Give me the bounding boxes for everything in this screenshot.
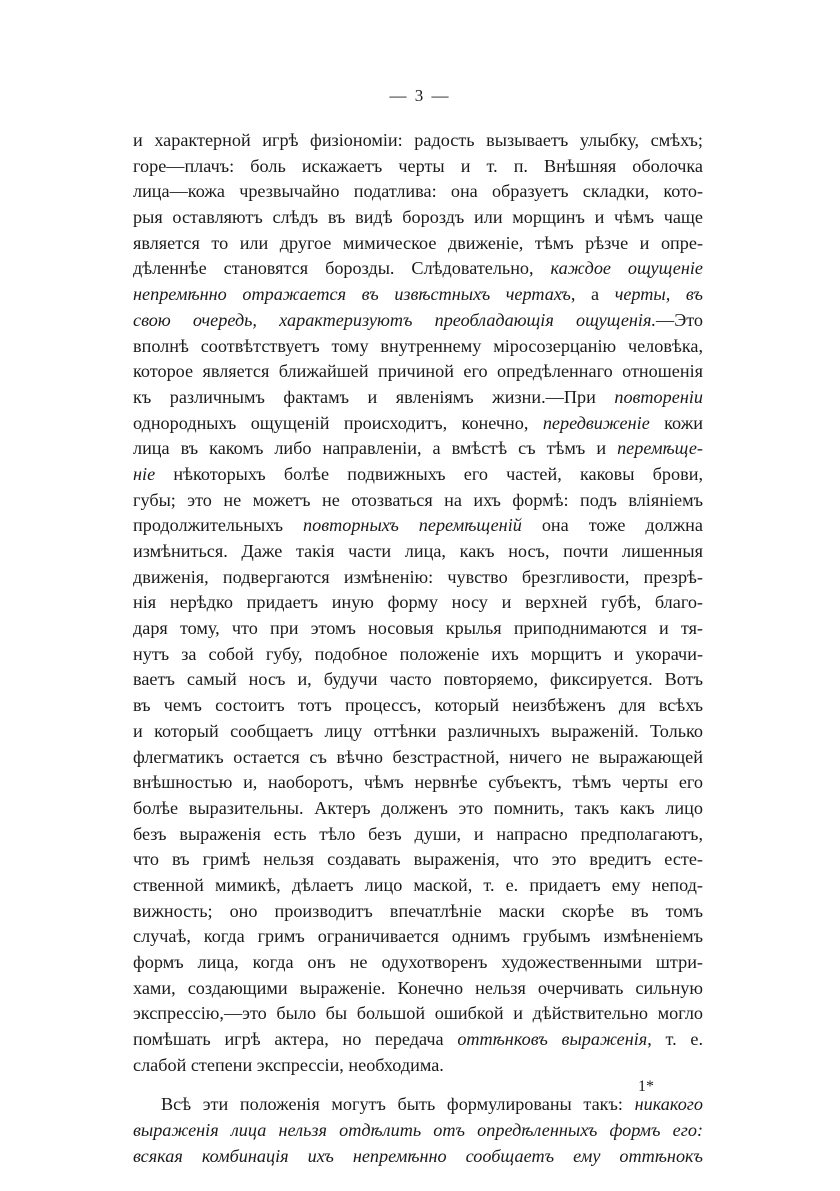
text-line xyxy=(133,462,703,488)
text-segment: измѣниться. Даже такія части лица, какъ носъ, почти лишенныя xyxy=(133,541,703,561)
text-segment: флегматикъ остается съ вѣчно безстрастной, ничего не выражающей xyxy=(133,746,703,767)
text-segment: и характерной игрѣ физіономіи: радость вызываетъ улыбку, смѣхъ; xyxy=(133,130,703,150)
text-segment: въ чемъ состоитъ тотъ процессъ, который неизбѣженъ для всѣхъ xyxy=(133,695,703,716)
text-segment: лица—кожа чрезвычайно податлива: она образуетъ складки, кото- xyxy=(133,181,703,202)
text-line xyxy=(133,179,703,205)
text-segment: , т. е. xyxy=(647,1029,704,1050)
italic-segment: каждое ощущеніе xyxy=(550,258,703,279)
text-line xyxy=(133,667,703,693)
text-line xyxy=(133,950,703,976)
text-segment: ственной мимикѣ, дѣлаетъ лицо маской, т. е. придаетъ ему непод- xyxy=(133,874,703,895)
text-segment: экспрессію,—это было бы большой ошибкой и дѣйствительно могло xyxy=(133,1003,703,1024)
text-segment: она тоже должна xyxy=(521,515,703,536)
text-segment: случаѣ, когда гримъ ограничивается однимъ грубымъ измѣненіемъ xyxy=(133,926,703,947)
text-line xyxy=(133,745,703,771)
text-line xyxy=(133,436,703,462)
text-line xyxy=(133,590,703,616)
text-segment: продолжительныхъ xyxy=(133,515,304,536)
italic-segment: выраженія лица нельзя отдѣлить отъ опредѣленныхъ формъ его: xyxy=(133,1120,703,1141)
text-line xyxy=(133,539,703,565)
text-line xyxy=(133,128,703,154)
text-segment: и который сообщаетъ лицу оттѣнки различныхъ выраженій. Только xyxy=(133,720,703,741)
text-segment: которое является ближайшей причиной его опредѣленнаго отношенія xyxy=(133,361,703,382)
text-segment: движенія, подвергаются измѣненію: чувство брезгливости, презрѣ- xyxy=(133,566,703,587)
text-line xyxy=(133,1053,703,1079)
text-line xyxy=(133,1027,703,1053)
text-segment: нутъ за собой губу, подобное положеніе ихъ морщитъ и укорачи- xyxy=(133,643,703,664)
text-segment: хами, создающими выраженіе. Конечно нельзя очерчивать сильную xyxy=(133,977,703,998)
text-line xyxy=(133,924,703,950)
text-line xyxy=(133,616,703,642)
italic-segment: черты, въ xyxy=(614,284,703,305)
text-line xyxy=(133,488,703,514)
text-segment: внѣшностью и, наоборотъ, чѣмъ нервнѣе субъектъ, тѣмъ черты его xyxy=(133,772,703,793)
italic-segment: повторныхъ перемѣщеній xyxy=(303,515,522,536)
text-segment: безъ выраженія есть тѣло безъ души, и напрасно предполагаютъ, xyxy=(133,823,703,844)
text-line xyxy=(133,1118,703,1144)
text-line xyxy=(133,513,703,539)
text-line xyxy=(133,642,703,668)
text-line xyxy=(133,719,703,745)
italic-segment: перемѣще- xyxy=(617,438,703,459)
text-segment: вполнѣ соотвѣтствуетъ тому внутреннему міросозерцанію человѣка, xyxy=(133,335,703,356)
text-segment: даря тому, что при этомъ носовыя крылья приподнимаются и тя- xyxy=(133,618,703,639)
text-segment: , а xyxy=(570,284,615,305)
text-line xyxy=(133,822,703,848)
text-line xyxy=(133,899,703,925)
text-segment: —Это xyxy=(656,309,703,330)
italic-segment: оттѣнковъ выраженія xyxy=(457,1029,648,1050)
text-line xyxy=(133,873,703,899)
text-line xyxy=(133,770,703,796)
page-number: — 3 — xyxy=(389,86,451,105)
signature-mark: 1* xyxy=(638,1078,654,1095)
text-line xyxy=(133,796,703,822)
italic-segment: непремѣнно отражается въ извѣстныхъ чертахъ xyxy=(133,284,571,305)
text-segment: горе—плачъ: боль искажаетъ черты и т. п. Внѣшняя оболочка xyxy=(133,155,703,176)
italic-segment: ніе xyxy=(133,463,156,484)
text-segment: болѣе выразительны. Актеръ долженъ это помнить, такъ какъ лицо xyxy=(133,797,703,818)
text-line xyxy=(133,385,703,411)
text-segment: является то или другое мимическое движеніе, тѣмъ рѣзче и опре- xyxy=(133,232,703,253)
text-segment: губы; это не можетъ не отозваться на ихъ формѣ: подъ вліяніемъ xyxy=(133,489,703,510)
text-line xyxy=(133,565,703,591)
text-line xyxy=(133,1001,703,1027)
text-segment: формъ лица, когда онъ не одухотворенъ художественными штри- xyxy=(133,952,703,972)
text-line xyxy=(133,411,703,437)
text-line xyxy=(133,308,703,334)
italic-segment: повтореніи xyxy=(614,386,703,407)
paragraph-start-line xyxy=(133,1092,703,1118)
text-segment: нѣкоторыхъ болѣе подвижныхъ его частей, каковы брови, xyxy=(155,463,703,484)
text-line xyxy=(133,231,703,257)
text-line xyxy=(133,154,703,180)
text-segment: слабой степени экспрессіи, необходима. xyxy=(133,1054,444,1075)
text-line xyxy=(133,205,703,231)
text-line xyxy=(133,334,703,360)
text-segment: дѣленнѣе становятся борозды. Слѣдовательно, xyxy=(133,258,551,279)
text-segment: однородныхъ ощущеній происходитъ, конечно, xyxy=(133,412,543,433)
text-line xyxy=(133,256,703,282)
text-line xyxy=(133,976,703,1002)
text-line xyxy=(133,359,703,385)
text-segment: къ различнымъ фактамъ и явленіямъ жизни.—При xyxy=(133,386,615,407)
text-segment: Всѣ эти положенія могутъ быть формулированы такъ: xyxy=(161,1094,635,1115)
text-segment: нія нерѣдко придаетъ иную форму носу и верхней губѣ, благо- xyxy=(133,592,703,613)
text-line xyxy=(133,282,703,308)
page-body xyxy=(133,128,703,1170)
text-line xyxy=(133,847,703,873)
italic-segment: свою очередь, характеризуютъ преобладающія ощущенія. xyxy=(133,309,656,330)
italic-segment: всякая комбинація ихъ непремѣнно сообщаетъ ему оттѣнокъ xyxy=(133,1145,703,1166)
text-segment: лица въ какомъ либо направленіи, а вмѣстѣ съ тѣмъ и xyxy=(133,438,618,459)
text-line xyxy=(133,693,703,719)
italic-segment: никакого xyxy=(634,1094,703,1115)
text-segment: кожи xyxy=(649,412,703,433)
text-segment: помѣшать игрѣ актера, но передача xyxy=(133,1029,458,1050)
italic-segment: передвиженіе xyxy=(542,412,650,433)
text-segment: ваетъ самый носъ и, будучи часто повторяемо, фиксируется. Вотъ xyxy=(133,669,703,690)
text-segment: рыя оставляютъ слѣдъ въ видѣ бороздъ или морщинъ и чѣмъ чаще xyxy=(133,207,703,228)
text-segment: вижность; оно производитъ впечатлѣніе маски скорѣе въ томъ xyxy=(133,900,703,921)
text-line xyxy=(133,1144,703,1170)
text-segment: что въ гримѣ нельзя создавать выраженія, что это вредитъ есте- xyxy=(133,849,703,870)
